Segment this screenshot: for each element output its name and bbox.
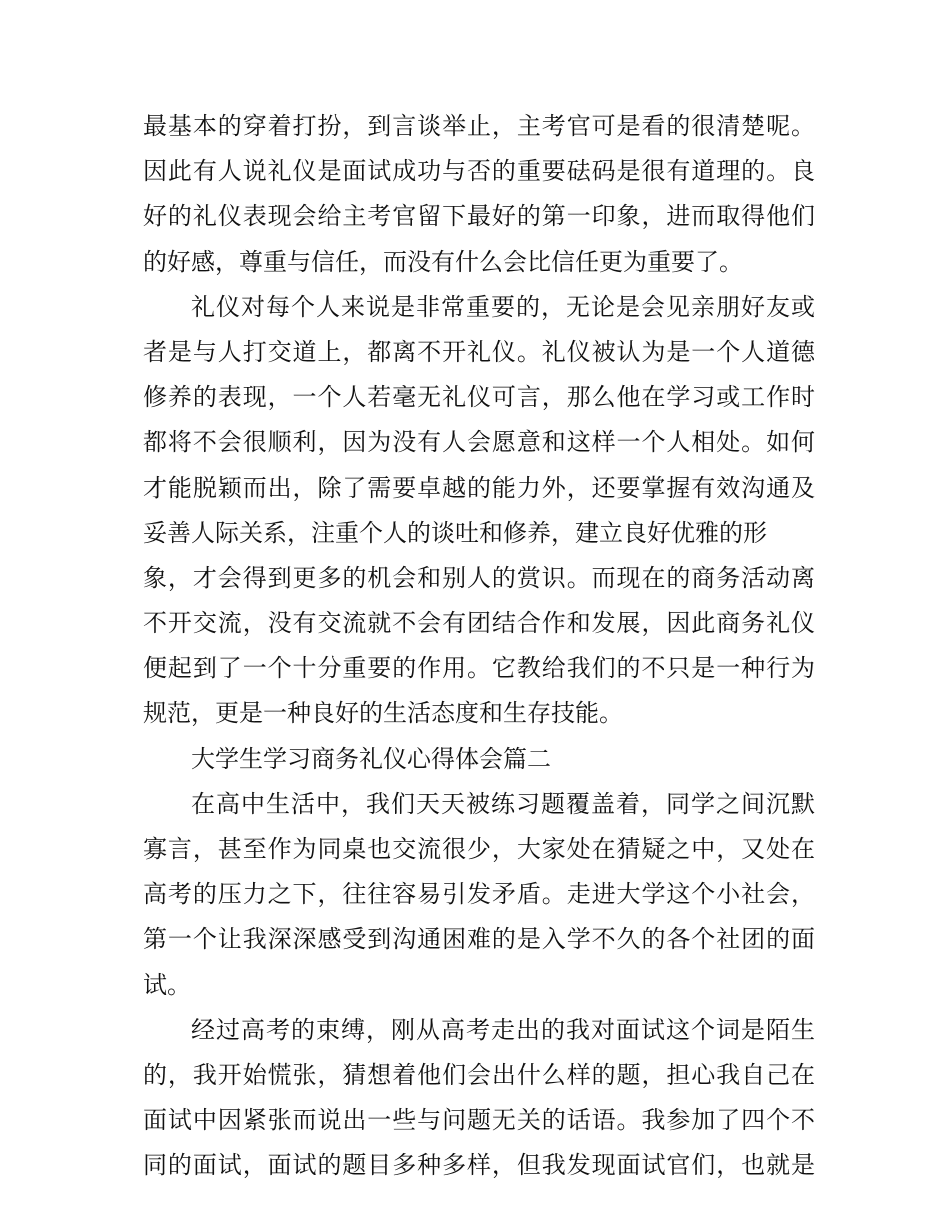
text-line: 都将不会很顺利，因为没有人会愿意和这样一个人相处。如何 xyxy=(143,428,815,457)
paragraph-1 xyxy=(143,104,815,285)
document-body xyxy=(143,104,815,1189)
text-line: 第一个让我深深感受到沟通困难的是入学不久的各个社团的面 xyxy=(143,925,815,954)
text-line: 寡言，甚至作为同桌也交流很少，大家处在猜疑之中，又处在 xyxy=(143,835,815,863)
text-line: 便起到了一个十分重要的作用。它教给我们的不只是一种行为 xyxy=(143,654,815,683)
text-line: 的好感，尊重与信任，而没有什么会比信任更为重要了。 xyxy=(143,247,743,276)
text-line: 最基本的穿着打扮，到言谈举止，主考官可是看的很清楚呢。 xyxy=(143,112,815,140)
text-line: 者是与人打交道上，都离不开礼仪。礼仪被认为是一个人道德 xyxy=(143,337,815,366)
text-line: 象，才会得到更多的机会和别人的赏识。而现在的商务活动离 xyxy=(143,563,815,592)
section-title: 大学生学习商务礼仪心得体会篇二 xyxy=(191,744,551,773)
text-line: 不开交流，没有交流就不会有团结合作和发展，因此商务礼仪 xyxy=(143,609,815,638)
text-line: 好的礼仪表现会给主考官留下最好的第一印象，进而取得他们 xyxy=(143,202,815,231)
paragraph-2 xyxy=(143,285,815,737)
text-line: 规范，更是一种良好的生活态度和生存技能。 xyxy=(143,699,623,728)
text-line: 才能脱颖而出，除了需要卓越的能力外，还要掌握有效沟通及 xyxy=(143,473,815,502)
text-line: 的，我开始慌张，猜想着他们会出什么样的题，担心我自己在 xyxy=(143,1060,815,1089)
text-line: 面试中因紧张而说出一些与问题无关的话语。我参加了四个不 xyxy=(143,1106,815,1135)
section-heading xyxy=(143,737,815,782)
text-line: 经过高考的束缚，刚从高考走出的我对面试这个词是陌生 xyxy=(191,1015,815,1044)
text-line: 因此有人说礼仪是面试成功与否的重要砝码是很有道理的。良 xyxy=(143,157,815,186)
text-line: 试。 xyxy=(143,970,191,999)
paragraph-4 xyxy=(143,1008,815,1189)
text-line: 高考的压力之下，往往容易引发矛盾。走进大学这个小社会， xyxy=(143,880,815,909)
text-line: 妥善人际关系，注重个人的谈吐和修养，建立良好优雅的形 xyxy=(143,518,767,547)
paragraph-3 xyxy=(143,782,815,1008)
text-line: 礼仪对每个人来说是非常重要的，无论是会见亲朋好友或 xyxy=(191,292,815,321)
text-line: 修养的表现，一个人若毫无礼仪可言，那么他在学习或工作时 xyxy=(143,383,815,412)
text-line: 同的面试，面试的题目多种多样，但我发现面试官们，也就是 xyxy=(143,1151,815,1180)
text-line: 在高中生活中，我们天天被练习题覆盖着，同学之间沉默 xyxy=(191,789,815,818)
